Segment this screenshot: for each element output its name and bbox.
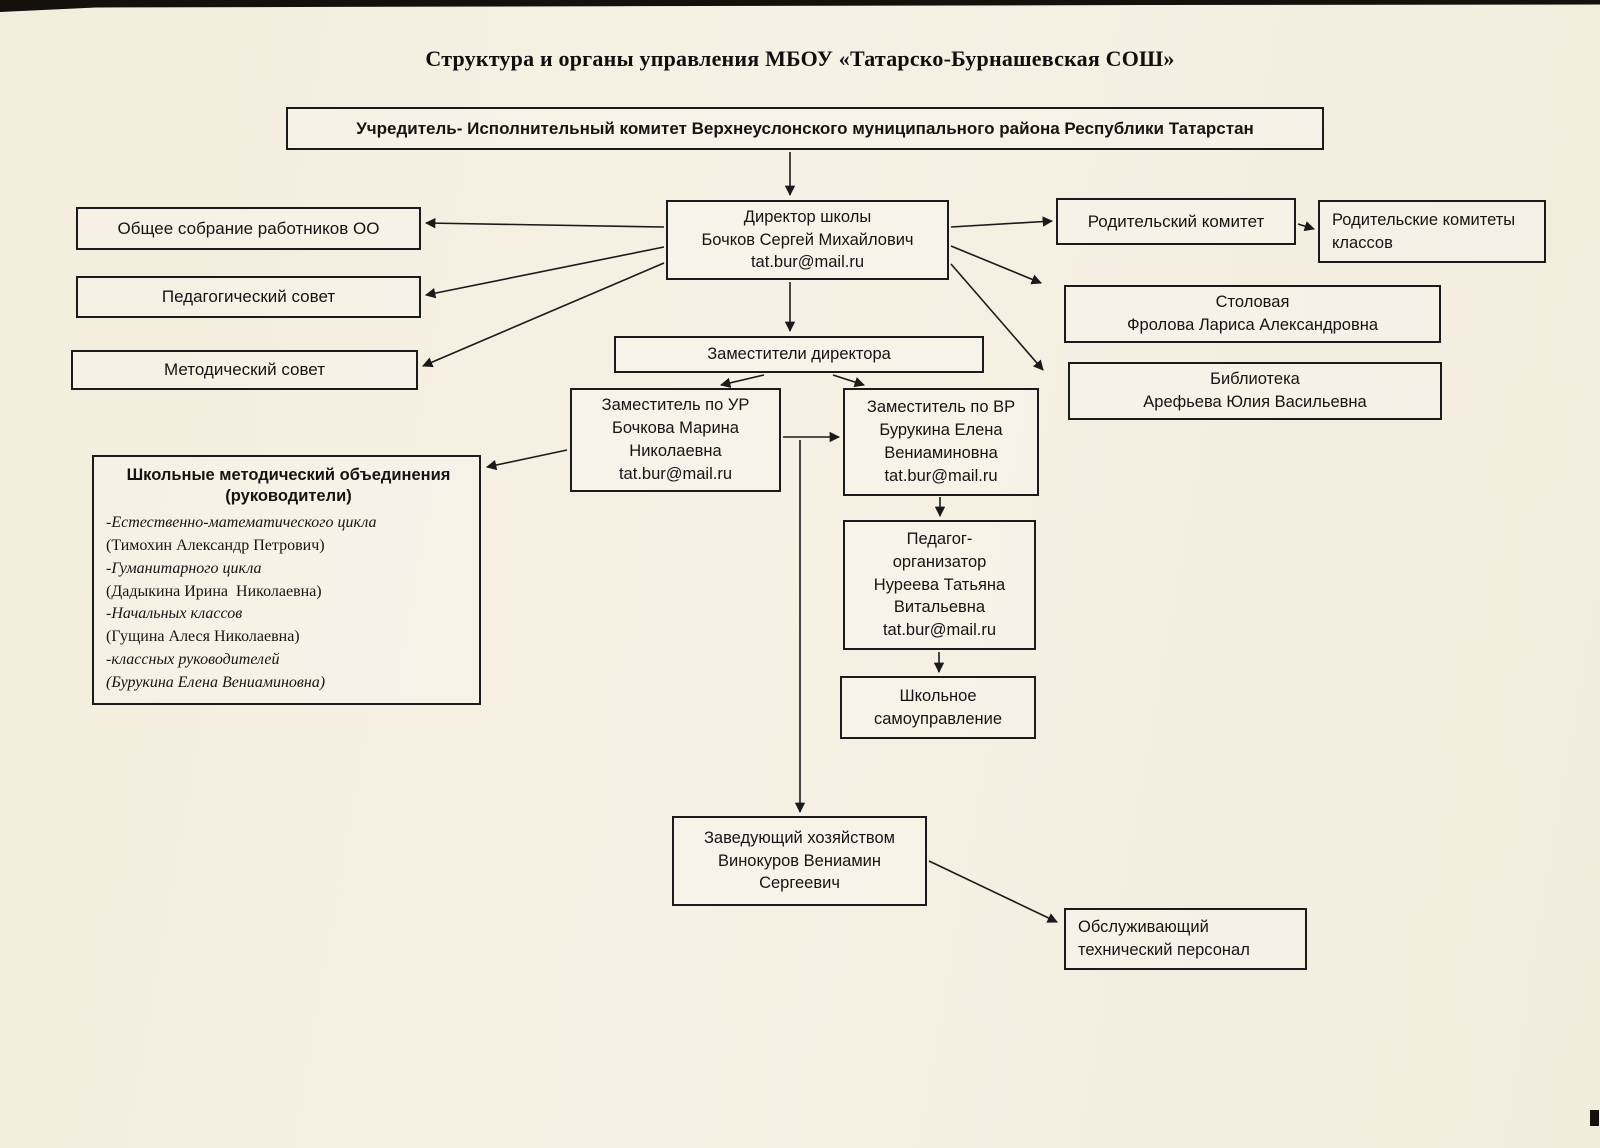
smo-item: (Гущина Алеся Николаевна) xyxy=(106,628,300,646)
deputy-vr-line: Бурукина Елена xyxy=(879,421,1003,440)
box-methodical-council xyxy=(71,350,418,390)
box-pedagogical-council xyxy=(76,276,421,318)
general-meeting-label: Общее собрание работников ОО xyxy=(117,218,380,238)
pedagog-organizer-line: tat.bur@mail.ru xyxy=(882,621,997,640)
box-facilities-manager xyxy=(672,816,927,906)
box-canteen xyxy=(1064,285,1441,343)
deputy-ur-line: tat.bur@mail.ru xyxy=(618,464,733,483)
arrow-deputies-to-deputy-ur xyxy=(721,375,764,385)
arrow-director-to-parent-committee xyxy=(951,221,1052,227)
deputies-label: Заместители директора xyxy=(707,345,891,364)
service-staff-line: Обслуживающий xyxy=(1078,918,1209,937)
arrow-director-to-pedagogical-council xyxy=(426,247,664,295)
facilities-manager-line: Заведующий хозяйством xyxy=(703,828,896,847)
director-line: Директор школы xyxy=(743,207,872,226)
box-school-self-government xyxy=(840,676,1036,739)
pedagog-organizer-line: Нуреева Татьяна xyxy=(873,575,1006,594)
smo-items-list xyxy=(106,512,471,695)
deputy-ur-line: Бочкова Марина xyxy=(612,419,739,438)
canteen-line: Столовая xyxy=(1215,293,1290,312)
smo-title-line: Школьные методический объединения xyxy=(126,466,451,484)
pedagog-organizer-line: Педагог- xyxy=(906,530,973,549)
smo-item: (Бурукина Елена Вениаминовна) xyxy=(106,674,326,691)
director-line: tat.bur@mail.ru xyxy=(750,253,865,272)
deputy-ur-line: Заместитель по УР xyxy=(601,396,750,415)
scan-artifact-top xyxy=(0,0,1600,12)
self-government-line: самоуправление xyxy=(874,709,1002,728)
pedagog-organizer-line: организатор xyxy=(892,552,987,571)
box-class-parent-committees xyxy=(1318,200,1546,263)
canteen-line: Фролова Лариса Александровна xyxy=(1126,316,1379,334)
box-founder xyxy=(286,107,1324,150)
box-library xyxy=(1068,362,1442,420)
smo-item: (Дадыкина Ирина Николаевна) xyxy=(106,582,322,600)
founder-label: Учредитель- Исполнительный комитет Верхнеуслонского муниципального района Республики Татарстан xyxy=(356,118,1254,138)
smo-item: -Начальных классов xyxy=(106,605,243,623)
pedagogical-council-label: Педагогический совет xyxy=(161,287,336,307)
scan-artifact-bottom-right xyxy=(1590,1110,1599,1126)
deputy-vr-line: Заместитель по ВР xyxy=(866,398,1016,417)
deputy-vr-line: tat.bur@mail.ru xyxy=(884,466,998,485)
box-service-staff xyxy=(1064,908,1307,970)
arrow-deputy-ur-to-smo xyxy=(487,450,567,467)
deputy-ur-line: Николаевна xyxy=(629,442,722,460)
methodical-council-label: Методический совет xyxy=(164,360,325,380)
pedagog-organizer-line: Витальевна xyxy=(893,598,986,617)
box-deputy-vr xyxy=(843,388,1039,496)
arrow-director-to-general-meeting xyxy=(426,223,664,227)
class-parent-committees-line: Родительские комитеты xyxy=(1332,210,1516,229)
facilities-manager-line: Винокуров Вениамин xyxy=(717,851,882,870)
arrow-director-to-canteen xyxy=(951,246,1041,283)
arrow-facilities-to-service-staff xyxy=(929,861,1057,922)
box-deputy-ur xyxy=(570,388,781,492)
box-school-methodical-associations xyxy=(92,455,481,705)
deputy-vr-line: Вениаминовна xyxy=(884,444,998,462)
box-director xyxy=(666,200,949,280)
facilities-manager-line: Сергеевич xyxy=(759,874,840,893)
box-general-meeting xyxy=(76,207,421,250)
smo-item: -Естественно-математического цикла xyxy=(106,513,377,531)
arrow-parent-committee-to-class-committees xyxy=(1298,224,1314,229)
class-parent-committees-line: классов xyxy=(1332,233,1393,252)
smo-item: (Тимохин Александр Петрович) xyxy=(106,536,325,554)
director-line: Бочков Сергей Михайлович xyxy=(701,230,914,249)
smo-title-line: (руководители) xyxy=(225,487,352,506)
smo-item: -классных руководителей xyxy=(106,651,280,669)
library-line: Библиотека xyxy=(1210,370,1300,389)
service-staff-line: технический персонал xyxy=(1078,941,1250,959)
smo-item: -Гуманитарного цикла xyxy=(106,559,262,577)
library-line: Арефьева Юлия Васильевна xyxy=(1143,393,1367,411)
self-government-line: Школьное xyxy=(899,686,977,705)
page-title: Структура и органы управления МБОУ «Татарско-Бурнашевская СОШ» xyxy=(425,46,1175,71)
box-parent-committee xyxy=(1056,198,1296,245)
box-deputies xyxy=(614,336,984,373)
box-pedagog-organizer xyxy=(843,520,1036,650)
arrow-deputies-to-deputy-vr xyxy=(833,375,864,385)
parent-committee-label: Родительский комитет xyxy=(1087,211,1265,231)
